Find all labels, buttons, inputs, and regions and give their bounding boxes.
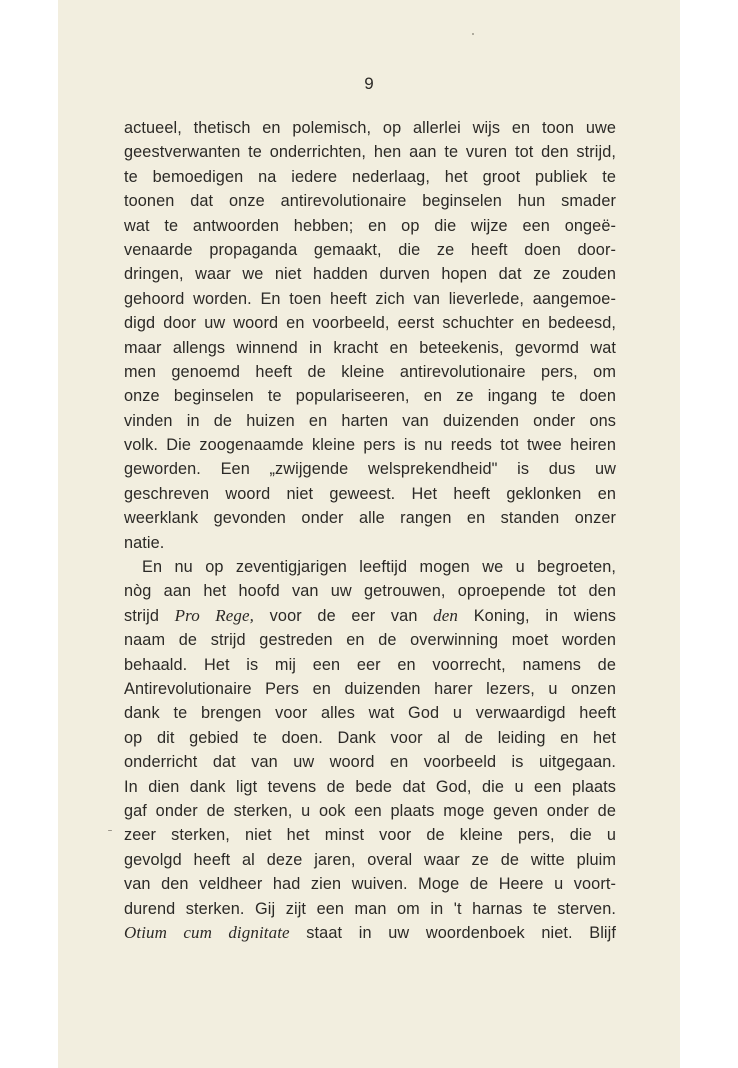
italic-title-pro-rege: Pro Rege, — [174, 605, 254, 625]
text-line: dank te brengen voor alles wat God u verwaardigd heeft — [124, 704, 616, 723]
text-line: gevolgd heeft al deze jaren, overal waar ze de witte pluim — [124, 850, 616, 869]
paper-speck — [472, 33, 474, 35]
text-line: onze beginselen te populariseeren, en ze ingang te doen — [124, 387, 616, 406]
text-line: actueel, thetisch en polemisch, op allerlei wijs en toon uwe — [124, 119, 616, 137]
text-span: staat in uw woordenboek niet. Blijf — [289, 923, 616, 942]
page-number: 9 — [364, 74, 374, 93]
text-line: toonen dat onze antirevolutionaire beginselen hun smader — [124, 192, 616, 211]
text-line: geworden. Een „zwijgende welsprekendheid" is dus uw — [124, 460, 616, 479]
text-line: dringen, waar we niet hadden durven hopen dat ze zouden — [124, 265, 616, 284]
text-span: strijd — [124, 606, 175, 625]
text-line: In dien dank ligt tevens de bede dat God, die u een plaats — [124, 777, 616, 796]
text-line: En nu op zeventigjarigen leeftijd mogen we u begroeten, — [142, 558, 616, 577]
text-line: zeer sterken, niet het minst voor de kleine pers, die u — [124, 826, 616, 845]
text-line: maar allengs winnend in kracht en beteekenis, gevormd wat — [124, 338, 616, 357]
text-span: voor de eer van — [253, 606, 434, 625]
text-line: men genoemd heeft de kleine antirevolutionaire pers, om — [124, 362, 616, 381]
text-line: natie. — [124, 533, 165, 552]
text-line: gehoord worden. En toen heeft zich van lieverlede, aangemoe- — [124, 289, 616, 308]
text-line: op dit gebied te doen. Dank voor al de leiding en het — [124, 728, 616, 747]
text-line: wat te antwoorden hebben; en op die wijze een ongeë- — [124, 216, 616, 235]
text-line — [124, 921, 616, 945]
text-line: geschreven woord niet geweest. Het heeft geklonken en — [124, 484, 616, 503]
text-line — [124, 604, 616, 628]
text-line: vinden in de huizen en harten van duizenden onder ons — [124, 411, 616, 430]
text-line: geestverwanten te onderrichten, hen aan te vuren tot den strijd, — [124, 143, 616, 162]
text-line: nòg aan het hoofd van uw getrouwen, oproepende tot den — [124, 582, 616, 601]
text-line: volk. Die zoogenaamde kleine pers is nu reeds tot twee heiren — [124, 436, 616, 455]
body-text — [124, 116, 616, 945]
text-line: behaald. Het is mij een eer en voorrecht, namens de — [124, 655, 616, 674]
italic-phrase-otium: Otium cum dignitate — [124, 922, 290, 942]
text-line: Antirevolutionaire Pers en duizenden harer lezers, u onzen — [124, 679, 616, 698]
text-span: Koning, in wiens — [458, 606, 616, 625]
book-page — [58, 0, 680, 1068]
italic-word-den: den — [433, 605, 459, 625]
text-line: weerklank gevonden onder alle rangen en standen onzer — [124, 509, 616, 528]
margin-mark — [108, 830, 112, 831]
text-line: te bemoedigen na iedere nederlaag, het groot publiek te — [124, 167, 616, 186]
text-line: durend sterken. Gij zijt een man om in 't harnas te sterven. — [124, 899, 616, 918]
text-line: digd door uw woord en voorbeeld, eerst schuchter en bedeesd, — [124, 314, 616, 333]
text-line: naam de strijd gestreden en de overwinning moet worden — [124, 631, 616, 650]
text-line: venaarde propaganda gemaakt, die ze heeft doen door- — [124, 240, 616, 259]
text-line: onderricht dat van uw woord en voorbeeld is uitgegaan. — [124, 753, 616, 772]
text-line: gaf onder de sterken, u ook een plaats moge geven onder de — [124, 801, 616, 820]
text-line: van den veldheer had zien wuiven. Moge de Heere u voort- — [124, 875, 616, 894]
